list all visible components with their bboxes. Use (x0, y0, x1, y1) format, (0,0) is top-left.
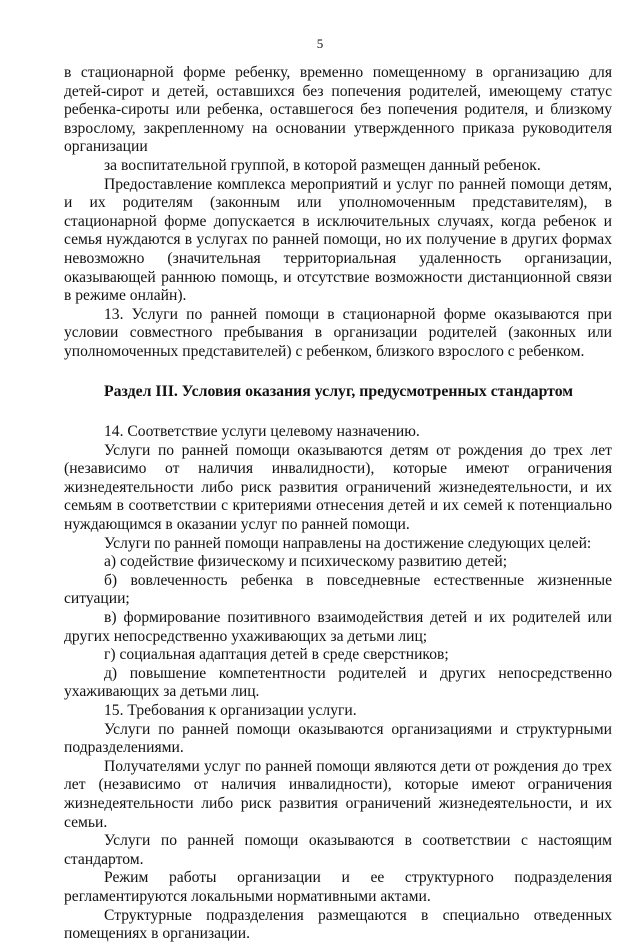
page-number: 5 (316, 36, 324, 51)
paragraph: Режим работы организации и ее структурного подразделения регламентируются локальными нормативными актами. (64, 869, 612, 905)
paragraph: 15. Требования к организации услуги. (104, 702, 357, 719)
paragraph: Услуги по ранней помощи оказываются детям от рождения до трех лет (независимо от наличия инвалидности), которые имеют ограничения жизнедеятельности либо риск развития ограничений жизнедеятельности, и их семьям в соответствии с критериями отнесения детей и их семей к потенциально нуждающимся в оказании услуг по ранней помощи. (64, 441, 612, 534)
paragraph: Предоставление комплекса мероприятий и услуг по ранней помощи детям, и их родителям (законным или уполномоченным представителям), в стационарной форме допускается в исключительных случаях, когда ребенок и семья нуждаются в услугах по ранней помощи, но их получение в других формах невозможно (значительная территориальная удаленность организации, оказывающей раннюю помощь, и отсутствие возможности дистанционной связи в режиме онлайн). (64, 175, 612, 305)
paragraph: 14. Соответствие услуги целевому назначению. (104, 423, 420, 441)
paragraph: Получателями услуг по ранней помощи являются дети от рождения до трех лет (независимо от наличия инвалидности), которые имеют ограничения жизнедеятельности либо риск развития ограничений жизнедеятельности, и их семьи. (64, 757, 612, 831)
paragraph: Структурные подразделения размещаются в специально отведенных помещениях в организации. (64, 906, 612, 943)
list-item: б) вовлеченность ребенка в повседневные естественные жизненные ситуации; (64, 571, 612, 608)
list-item: д) повышение компетентности родителей и других непосредственно ухаживающих за детьми лиц. (64, 664, 612, 701)
paragraph: 13. Услуги по ранней помощи в стационарной форме оказываются при условии совместного пребывания в организации родителей (законных или уполномоченных представителей) с ребенком, близкого взрослого с ребенком. (64, 305, 612, 360)
section-heading: Раздел III. Условия оказания услуг, предусмотренных стандартом (104, 382, 574, 400)
document-body (64, 64, 612, 944)
list-item: г) социальная адаптация детей в среде сверстников; (104, 646, 449, 664)
list-item: в) формирование позитивного взаимодействия детей и их родителей или других непосредственно ухаживающих за детьми лиц; (64, 609, 612, 645)
paragraph: за воспитательной группой, в которой размещен данный ребенок. (104, 156, 541, 174)
paragraph: в стационарной форме ребенку, временно помещенному в организацию для детей-сирот и детей, оставшихся без попечения родителей, имеющему статус ребенка-сироты или ребенка, оставшегося без попечения родителя, и близкому взрослому, закрепленному на основании утвержденного приказа руководителя организации (64, 64, 612, 156)
paragraph: Услуги по ранней помощи оказываются в соответствии с настоящим стандартом. (64, 832, 612, 868)
list-item: а) содействие физическому и психическому развитию детей; (104, 553, 508, 571)
paragraph: Услуги по ранней помощи направлены на достижение следующих целей: (104, 534, 592, 552)
paragraph: Услуги по ранней помощи оказываются организациями и структурными подразделениями. (64, 720, 612, 757)
